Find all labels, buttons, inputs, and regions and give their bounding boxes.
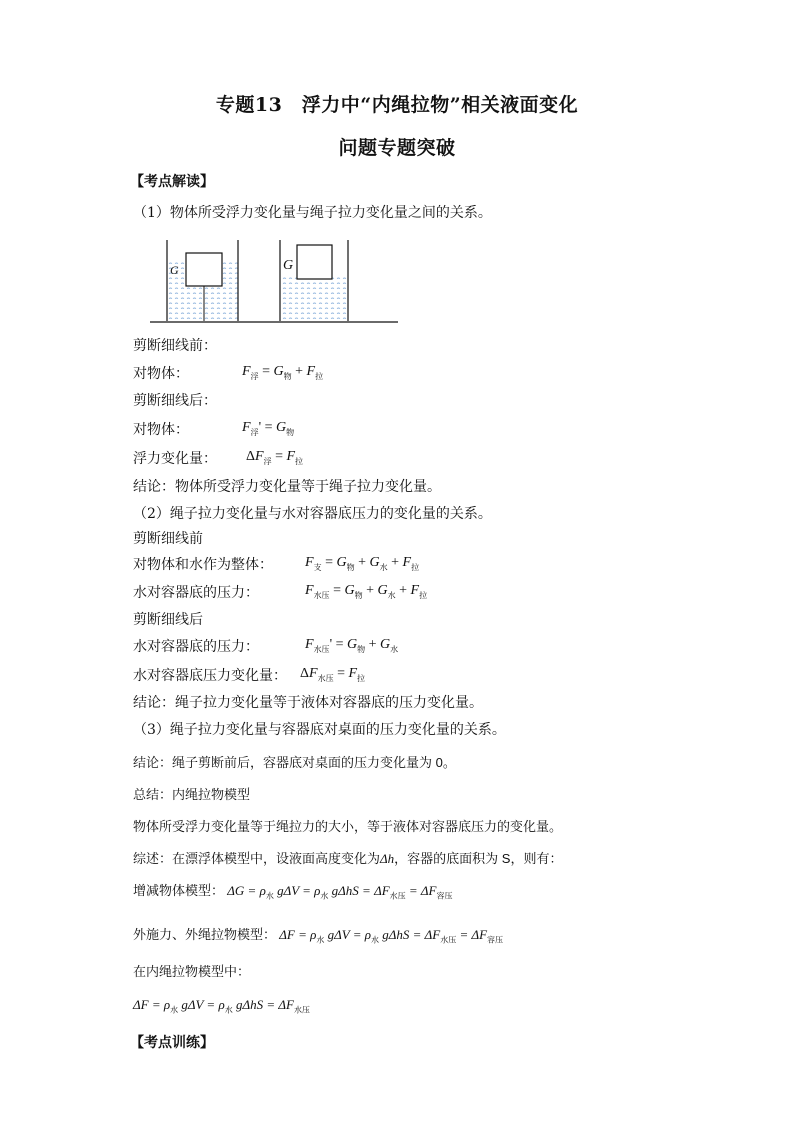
block-left [186, 253, 222, 286]
p1-change-label: 浮力变化量： [133, 451, 217, 467]
p2-conclusion: 结论：绳子拉力变化量等于液体对容器底的压力变化量。 [133, 695, 483, 711]
p1-formula-1: $F_浮 = G_物 + F_拉$ [242, 364, 324, 381]
title-line-1: 专题13 浮力中“内绳拉物”相关液面变化 [215, 94, 579, 116]
p2-whole-label: 对物体和水作为整体： [133, 557, 273, 573]
title-line-2: 问题专题突破 [338, 137, 456, 159]
p2-after-label: 剪断细线后 [133, 612, 203, 628]
p3-overview: 综述：在漂浮体模型中，设液面高度变化为Δh，容器的底面积为 S，则有： [133, 851, 563, 866]
p2-pressure-label-2: 水对容器底的压力： [133, 639, 259, 655]
p3-model3-formula: $\Delta F = \rho_水$ $g\Delta V = \rho_水$ $g\Delta hS = \Delta F_{水压}$ [133, 997, 310, 1015]
p1-formula-2: $F_浮' = G_物$ [242, 420, 295, 437]
p1-conclusion: 结论：物体所受浮力变化量等于绳子拉力变化量。 [133, 479, 441, 495]
label-g-left: G [170, 263, 179, 277]
p2-before-label: 剪断细线前 [133, 531, 203, 547]
section-heading-kaodian-xunlian: 【考点训练】 [130, 1035, 214, 1051]
p1-before-label: 剪断细线前： [133, 338, 217, 354]
p3-heading: （3）绳子拉力变化量与容器底对桌面的压力变化量的关系。 [133, 722, 506, 738]
p2-formula-2: $F_{水压} = G_物 + G_水 + F_拉$ [305, 583, 428, 600]
buoyancy-diagram [150, 236, 402, 328]
water-right [280, 274, 348, 321]
item1-heading: （1）物体所受浮力变化量与绳子拉力变化量之间的关系。 [133, 205, 492, 221]
p3-conclusion: 结论：绳子剪断前后，容器底对桌面的压力变化量为 0。 [133, 755, 456, 770]
p2-heading: （2）绳子拉力变化量与水对容器底压力的变化量的关系。 [133, 506, 492, 522]
p1-after-label: 剪断细线后： [133, 393, 217, 409]
p3-summary-text: 物体所受浮力变化量等于绳拉力的大小，等于液体对容器底压力的变化量。 [133, 819, 563, 834]
p3-summary-title: 总结：内绳拉物模型 [133, 787, 251, 802]
label-g-right: G [283, 258, 294, 273]
p1-object-label-2: 对物体： [133, 422, 189, 438]
p2-formula-1: $F_支 = G_物 + G_水 + F_拉$ [305, 555, 420, 572]
p3-model1: 增减物体模型： $\Delta G = \rho_水$ $g\Delta V = \rho_水$ $g\Delta hS = \Delta F_{水压} = \Delta F_{容压}$ [133, 883, 453, 901]
p3-model2: 外施力、外绳拉物模型： $\Delta F = \rho_水$ $g\Delta V = \rho_水$ $g\Delta hS = \Delta F_{水压} = \Delta F_{容压}$ [133, 927, 504, 945]
p1-object-label-1: 对物体： [133, 366, 189, 382]
p3-model3-label: 在内绳拉物模型中： [133, 964, 251, 979]
p1-formula-3: $\Delta F_浮 = F_拉$ [246, 449, 304, 466]
p2-formula-3: $F_{水压}' = G_物 + G_水$ [305, 637, 399, 654]
section-heading-kaodian-jiedu: 【考点解读】 [130, 174, 214, 190]
p2-change-label: 水对容器底压力变化量： [133, 668, 287, 684]
p2-pressure-label-1: 水对容器底的压力： [133, 585, 259, 601]
block-right [297, 245, 332, 279]
p2-formula-4: $\Delta F_{水压} = F_拉$ [300, 666, 366, 683]
